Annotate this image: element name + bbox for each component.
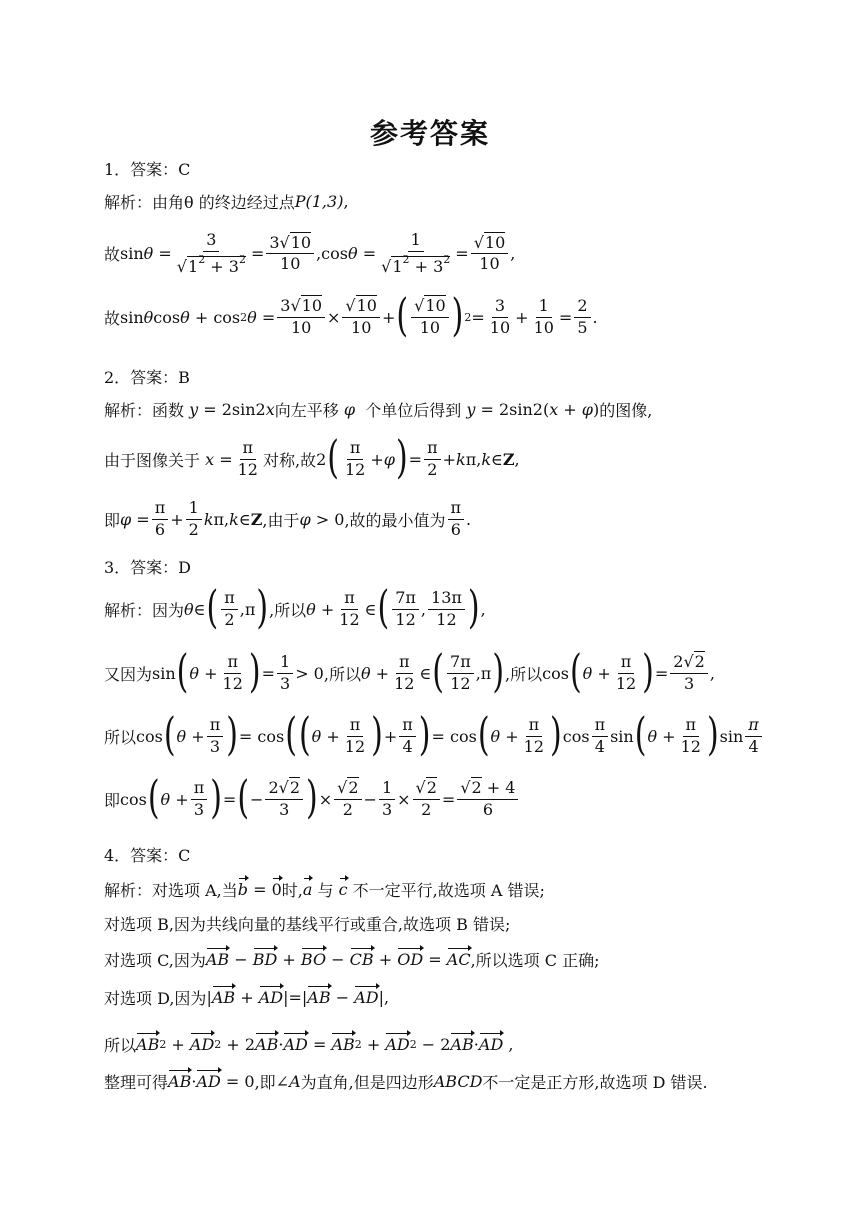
q4-line-2: 对选项 B,因为共线向量的基线平行或重合,故选项 B 错误;	[104, 915, 511, 934]
q2-line-3: 即 φ = $\frac{\pi}{6}$ + $\frac{1}{2}$ k π, k ∈ Z ,由于 φ > 0 ,故的最小值为 $\frac{\pi}{6}$ .	[104, 498, 472, 539]
q4-line-4: 对选项 D,因为 | AB + AD |=| AB − AD |,	[104, 988, 390, 1008]
q1-line-2: 故 sin θ = $\frac{3}{√1^2 + 3^2}$ = $\frac{3√10}{10}$ ,cos θ = $\frac{1}{√1^2 + 3^2}$ = $\frac{√10}{10}$ ,	[104, 230, 516, 276]
q3-answer: 3．答案：D	[104, 558, 192, 577]
q4-line-6: 整理可得 AB · AD = 0 ,即 ∠ A 为直角,但是四边形 ABCD 不一定是正方形,故选项 D 错误.	[104, 1072, 708, 1092]
q1-line-3: 故 sin θ cos θ + cos 2 θ = $\frac{3√10}{10}$ × $\frac{√10}{10}$ + ( $\frac{√10}{10}$ ) 2 = $\frac{3}{10}$ + $\frac{1}{10}$ = $\frac{2}{5}$ .	[104, 290, 598, 343]
q3-line-2: 又因为 sin ( θ + $\frac{\pi}{12}$ ) = $\frac{1}{3}$ > 0 ,所以 θ + $\frac{\pi}{12}$ ∈ ( $\frac{7\pi}{12}$ ,π ) ,所以 cos ( θ + $\frac{\pi}{12}$ ) = $\frac{2√2}{3}$ ,	[104, 646, 715, 699]
q1-answer: 1．答案：C	[104, 160, 191, 179]
q4-line-5: 所以 AB 2 + AD 2 + 2 AB · AD = AB 2 + AD 2 − 2 AB · AD ,	[104, 1035, 514, 1055]
page-title: 参考答案	[369, 117, 490, 150]
q4-line-3: 对选项 C,因为 AB − BD + BO − CB + OD = AC ,所以选项 C 正确;	[104, 950, 600, 970]
q4-answer: 4．答案：C	[104, 846, 191, 865]
q2-line-1: 解析：函数 y = 2sin2 x 向左平移 φ 个单位后得到 y = 2sin2( x + φ ) 的图像,	[104, 400, 653, 420]
q3-line-1: 解析：因为 θ ∈ ( $\frac{\pi}{2}$ ,π ) ,所以 θ + $\frac{\pi}{12}$ ∈ ( $\frac{7\pi}{12}$ , $\frac{13\pi}{12}$ ) ,	[104, 582, 486, 635]
q1-line-1: 解析：由角θ 的终边经过点 P(1,3) ,	[104, 192, 349, 212]
q4-line-1: 解析： 对选项 A,当 b = 0 时, a 与 c 不一定平行,故选项 A 错误;	[104, 880, 545, 900]
q2-line-2: 由于图像关于 x = $\frac{\pi}{12}$ 对称,故 2 ( $\frac{\pi}{12}$ + φ ) = $\frac{\pi}{2}$ + k π, k ∈ Z ,	[104, 432, 520, 485]
q2-answer: 2．答案：B	[104, 368, 190, 387]
q3-line-3: 所以 cos ( θ + $\frac{\pi}{3}$ ) = cos ( ( θ + $\frac{\pi}{12}$ ) + $\frac{\pi}{4}$ ) = cos ( θ + $\frac{\pi}{12}$ ) cos $\frac{\pi}{4}$ sin ( θ + $\frac{\pi}{12}$ ) sin $\frac{\pi}{4}$	[104, 717, 764, 756]
q3-line-4: 即 cos ( θ + $\frac{\pi}{3}$ ) = ( − $\frac{2√2}{3}$ ) × $\frac{√2}{2}$ − $\frac{1}{3}$ × $\frac{√2}{2}$ = $\frac{√2 + 4}{6}$	[104, 780, 520, 819]
